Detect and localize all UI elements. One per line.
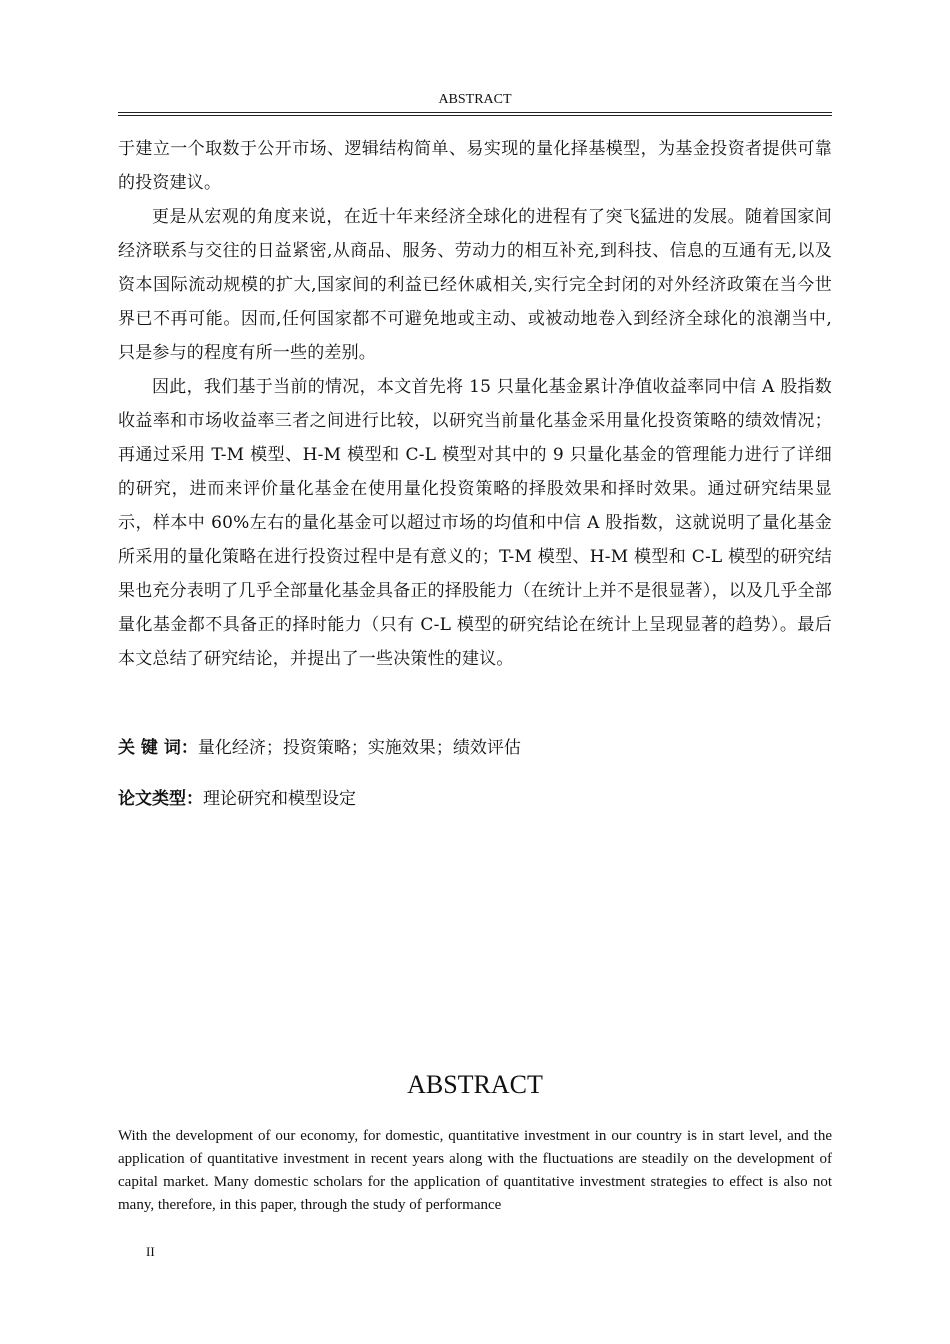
chinese-abstract-body [118, 132, 832, 676]
cn-paragraph-2: 更是从宏观的角度来说，在近十年来经济全球化的进程有了突飞猛进的发展。随着国家间经济联系与交往的日益紧密,从商品、服务、劳动力的相互补充,到科技、信息的互通有无,以及资本国际流动规模的扩大,国家间的利益已经休戚相关,实行完全封闭的对外经济政策在当今世界已不再可能。因而,任何国家都不可避免地或主动、或被动地卷入到经济全球化的浪潮当中,只是参与的程度有所一些的差别。 [118, 207, 832, 363]
paper-type-value: 理论研究和模型设定 [203, 789, 356, 809]
keywords-line [118, 733, 832, 763]
running-header: ABSTRACT [438, 92, 512, 107]
paper-type-label: 论文类型： [118, 789, 203, 809]
cn-paragraph-1: 于建立一个取数于公开市场、逻辑结构简单、易实现的量化择基模型，为基金投资者提供可靠的投资建议。 [118, 139, 832, 193]
cn-paragraph-3: 因此，我们基于当前的情况，本文首先将 15 只量化基金累计净值收益率同中信 A 股指数收益率和市场收益率三者之间进行比较，以研究当前量化基金采用量化投资策略的绩效情况；再通过采用 T-M 模型、H-M 模型和 C-L 模型对其中的 9 只量化基金的管理能力进行了详细的研究，进而来评价量化基金在使用量化投资策略的择股效果和择时效果。通过研究结果显示，样本中 60%左右的量化基金可以超过市场的均值和中信 A 股指数，这就说明了量化基金所采用的量化策略在进行投资过程中是有意义的；T-M 模型、H-M 模型和 C-L 模型的研究结果也充分表明了几乎全部量化基金具备正的择股能力（在统计上并不是很显著），以及几乎全部量化基金都不具备正的择时能力（只有 C-L 模型的研究结论在统计上呈现显著的趋势）。最后本文总结了研究结论，并提出了一些决策性的建议。 [118, 377, 832, 669]
paper-type-line [118, 784, 832, 814]
keywords-label: 关 键 词： [118, 738, 198, 758]
english-abstract-body: With the development of our economy, for domestic, quantitative investment in our country is in start level, and the application of quantitative investment in recent years along with the fluctuations are steadily on the development of capital market. Many domestic scholars for the application of quantitative investment strategies to effect is also not many, therefore, in this paper, through the study of performance [118, 1128, 832, 1213]
page-number: II [146, 1244, 155, 1259]
english-abstract-title: ABSTRACT [407, 1070, 543, 1099]
header-rule [118, 112, 832, 116]
keywords-value: 量化经济；投资策略；实施效果；绩效评估 [197, 738, 521, 758]
